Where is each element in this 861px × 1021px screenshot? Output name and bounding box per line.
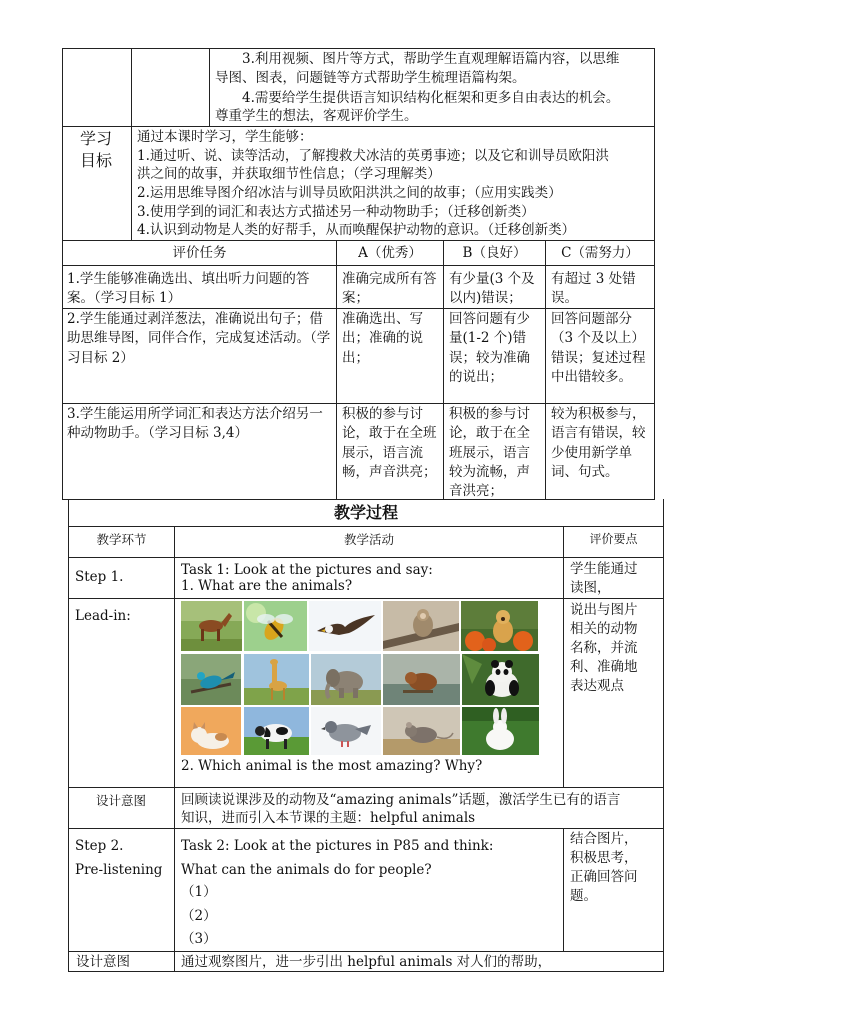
goals-line-0: 通过本课时学习，学生能够： <box>137 129 313 145</box>
task2-item-3: （3） <box>181 931 217 947</box>
task1-question2: 2. Which animal is the most amazing? Why? <box>181 758 483 774</box>
leadin-label: Lead-in: <box>75 608 131 624</box>
rabbit-picture <box>462 707 539 755</box>
eval1-line-4: 名称，并流 <box>570 640 638 656</box>
design1-line-1: 知识，进而引入本节课的主题：helpful animals <box>181 810 476 826</box>
pigeon-picture <box>311 707 381 755</box>
task2-item-1: （1） <box>181 884 217 900</box>
cow-picture <box>244 707 309 755</box>
eval1-line-0: 学生能通过 <box>570 561 638 577</box>
design1-line-0: 回顾读说课涉及的动物及“amazing animals”话题，激活学生已有的语言 <box>181 792 621 808</box>
giraffe-picture <box>244 654 309 705</box>
cat-picture <box>181 707 241 755</box>
eval2-line-0: 结合图片， <box>570 831 638 847</box>
bee-picture <box>244 601 307 651</box>
goals-label-2: 目标 <box>80 151 113 170</box>
task1-line2: 1. What are the animals? <box>181 578 353 594</box>
eval2-line-1: 积极思考， <box>570 850 638 866</box>
horse-picture <box>181 601 242 651</box>
eval-row3-task: 3.学生能运用所学词汇和表达方法介绍另一种动物助手。（学习目标 3,4） <box>67 406 323 442</box>
eval-row2-b: 回答问题有少量(1-2 个)错误；较为准确的说出； <box>449 311 530 385</box>
bird-picture <box>181 654 241 705</box>
eval1-line-3: 相关的动物 <box>570 621 638 637</box>
strategy-line-1: 3.利用视频、图片等方式，帮助学生直观理解语篇内容，以思维 <box>242 51 620 67</box>
eval-header-c: C（需努力） <box>561 245 639 261</box>
process-title: 教学过程 <box>333 503 398 522</box>
eval-row1-task: 1.学生能够准确选出、填出听力问题的答案。（学习目标 1） <box>67 271 310 307</box>
header-activity: 教学活动 <box>343 532 394 547</box>
eval-row3-c: 较为积极参与，语言有错误，较少使用新学单词、句式。 <box>551 406 646 480</box>
eval-row3-a: 积极的参与讨论，敢于在全班展示，语言流畅，声音洪亮； <box>342 406 437 480</box>
mouse-picture <box>383 707 460 755</box>
task1-line1: Task 1: Look at the pictures and say: <box>181 562 433 578</box>
strategy-line-2: 导图、图表，问题链等方式帮助学生梳理语篇构架。 <box>215 70 526 86</box>
dog-picture <box>461 601 538 651</box>
design2-label: 设计意图 <box>76 954 130 970</box>
prelistening-label: Pre-listening <box>75 862 163 878</box>
goals-line-5: 4.认识到动物是人类的好帮手，从而唤醒保护动物的意识。（迁移创新类） <box>137 222 576 238</box>
eval-row1-a: 准确完成所有答案； <box>342 271 437 307</box>
eval-header-b: B（良好） <box>462 245 527 261</box>
design2-text: 通过观察图片，进一步引出 helpful animals 对人们的帮助， <box>181 954 552 970</box>
beaver-picture <box>383 654 460 705</box>
design1-label: 设计意图 <box>96 793 147 808</box>
eval-row2-c: 回答问题部分（3 个及以上）错误；复述过程中出错较多。 <box>551 311 646 385</box>
monkey-picture <box>383 601 459 651</box>
eagle-picture <box>309 601 381 651</box>
task2-line2: What can the animals do for people? <box>181 862 432 878</box>
goals-label-1: 学习 <box>80 129 113 148</box>
strategy-line-4: 尊重学生的想法，客观评价学生。 <box>215 108 418 124</box>
eval2-line-3: 题。 <box>570 888 597 904</box>
header-step: 教学环节 <box>96 532 147 547</box>
eval2-line-2: 正确回答问 <box>570 869 638 885</box>
eval-header-task: 评价任务 <box>172 245 227 261</box>
elephant-picture <box>311 654 381 705</box>
eval-row2-task: 2.学生能通过剥洋葱法，准确说出句子；借助思维导图，同伴合作，完成复述活动。（学习目标 2） <box>67 311 331 366</box>
eval-row1-c: 有超过 3 处错误。 <box>551 271 636 307</box>
eval-row2-a: 准确选出、写出；准确的说出； <box>342 311 423 366</box>
goals-line-3: 2.运用思维导图介绍冰洁与训导员欧阳洪洪之间的故事；（应用实践类） <box>137 185 562 201</box>
eval1-line-1: 读图， <box>570 580 611 596</box>
strategy-line-3: 4.需要给学生提供语言知识结构化框架和更多自由表达的机会。 <box>242 90 620 106</box>
eval-row3-b: 积极的参与讨论，敢于在全班展示，语言较为流畅，声音洪亮； <box>449 406 530 500</box>
header-eval: 评价要点 <box>589 532 638 546</box>
panda-picture <box>462 654 539 705</box>
step1-label: Step 1. <box>75 569 124 585</box>
eval1-line-5: 利、准确地 <box>570 659 638 675</box>
step2-label: Step 2. <box>75 838 124 854</box>
task2-item-2: （2） <box>181 908 217 924</box>
eval-header-a: A（优秀） <box>358 245 422 261</box>
eval-row1-b: 有少量(3 个及以内)错误； <box>449 271 535 307</box>
task2-line1: Task 2: Look at the pictures in P85 and think: <box>181 838 494 854</box>
goals-line-4: 3.使用学到的词汇和表达方式描述另一种动物助手；（迁移创新类） <box>137 204 535 220</box>
eval1-line-2: 说出与图片 <box>570 602 638 618</box>
goals-line-1: 1.通过听、说、读等活动，了解搜救犬冰洁的英勇事迹；以及它和训导员欧阳洪 <box>137 148 609 164</box>
eval1-line-6: 表达观点 <box>570 678 624 694</box>
goals-line-2: 洪之间的故事，并获取细节性信息；（学习理解类） <box>137 166 441 182</box>
